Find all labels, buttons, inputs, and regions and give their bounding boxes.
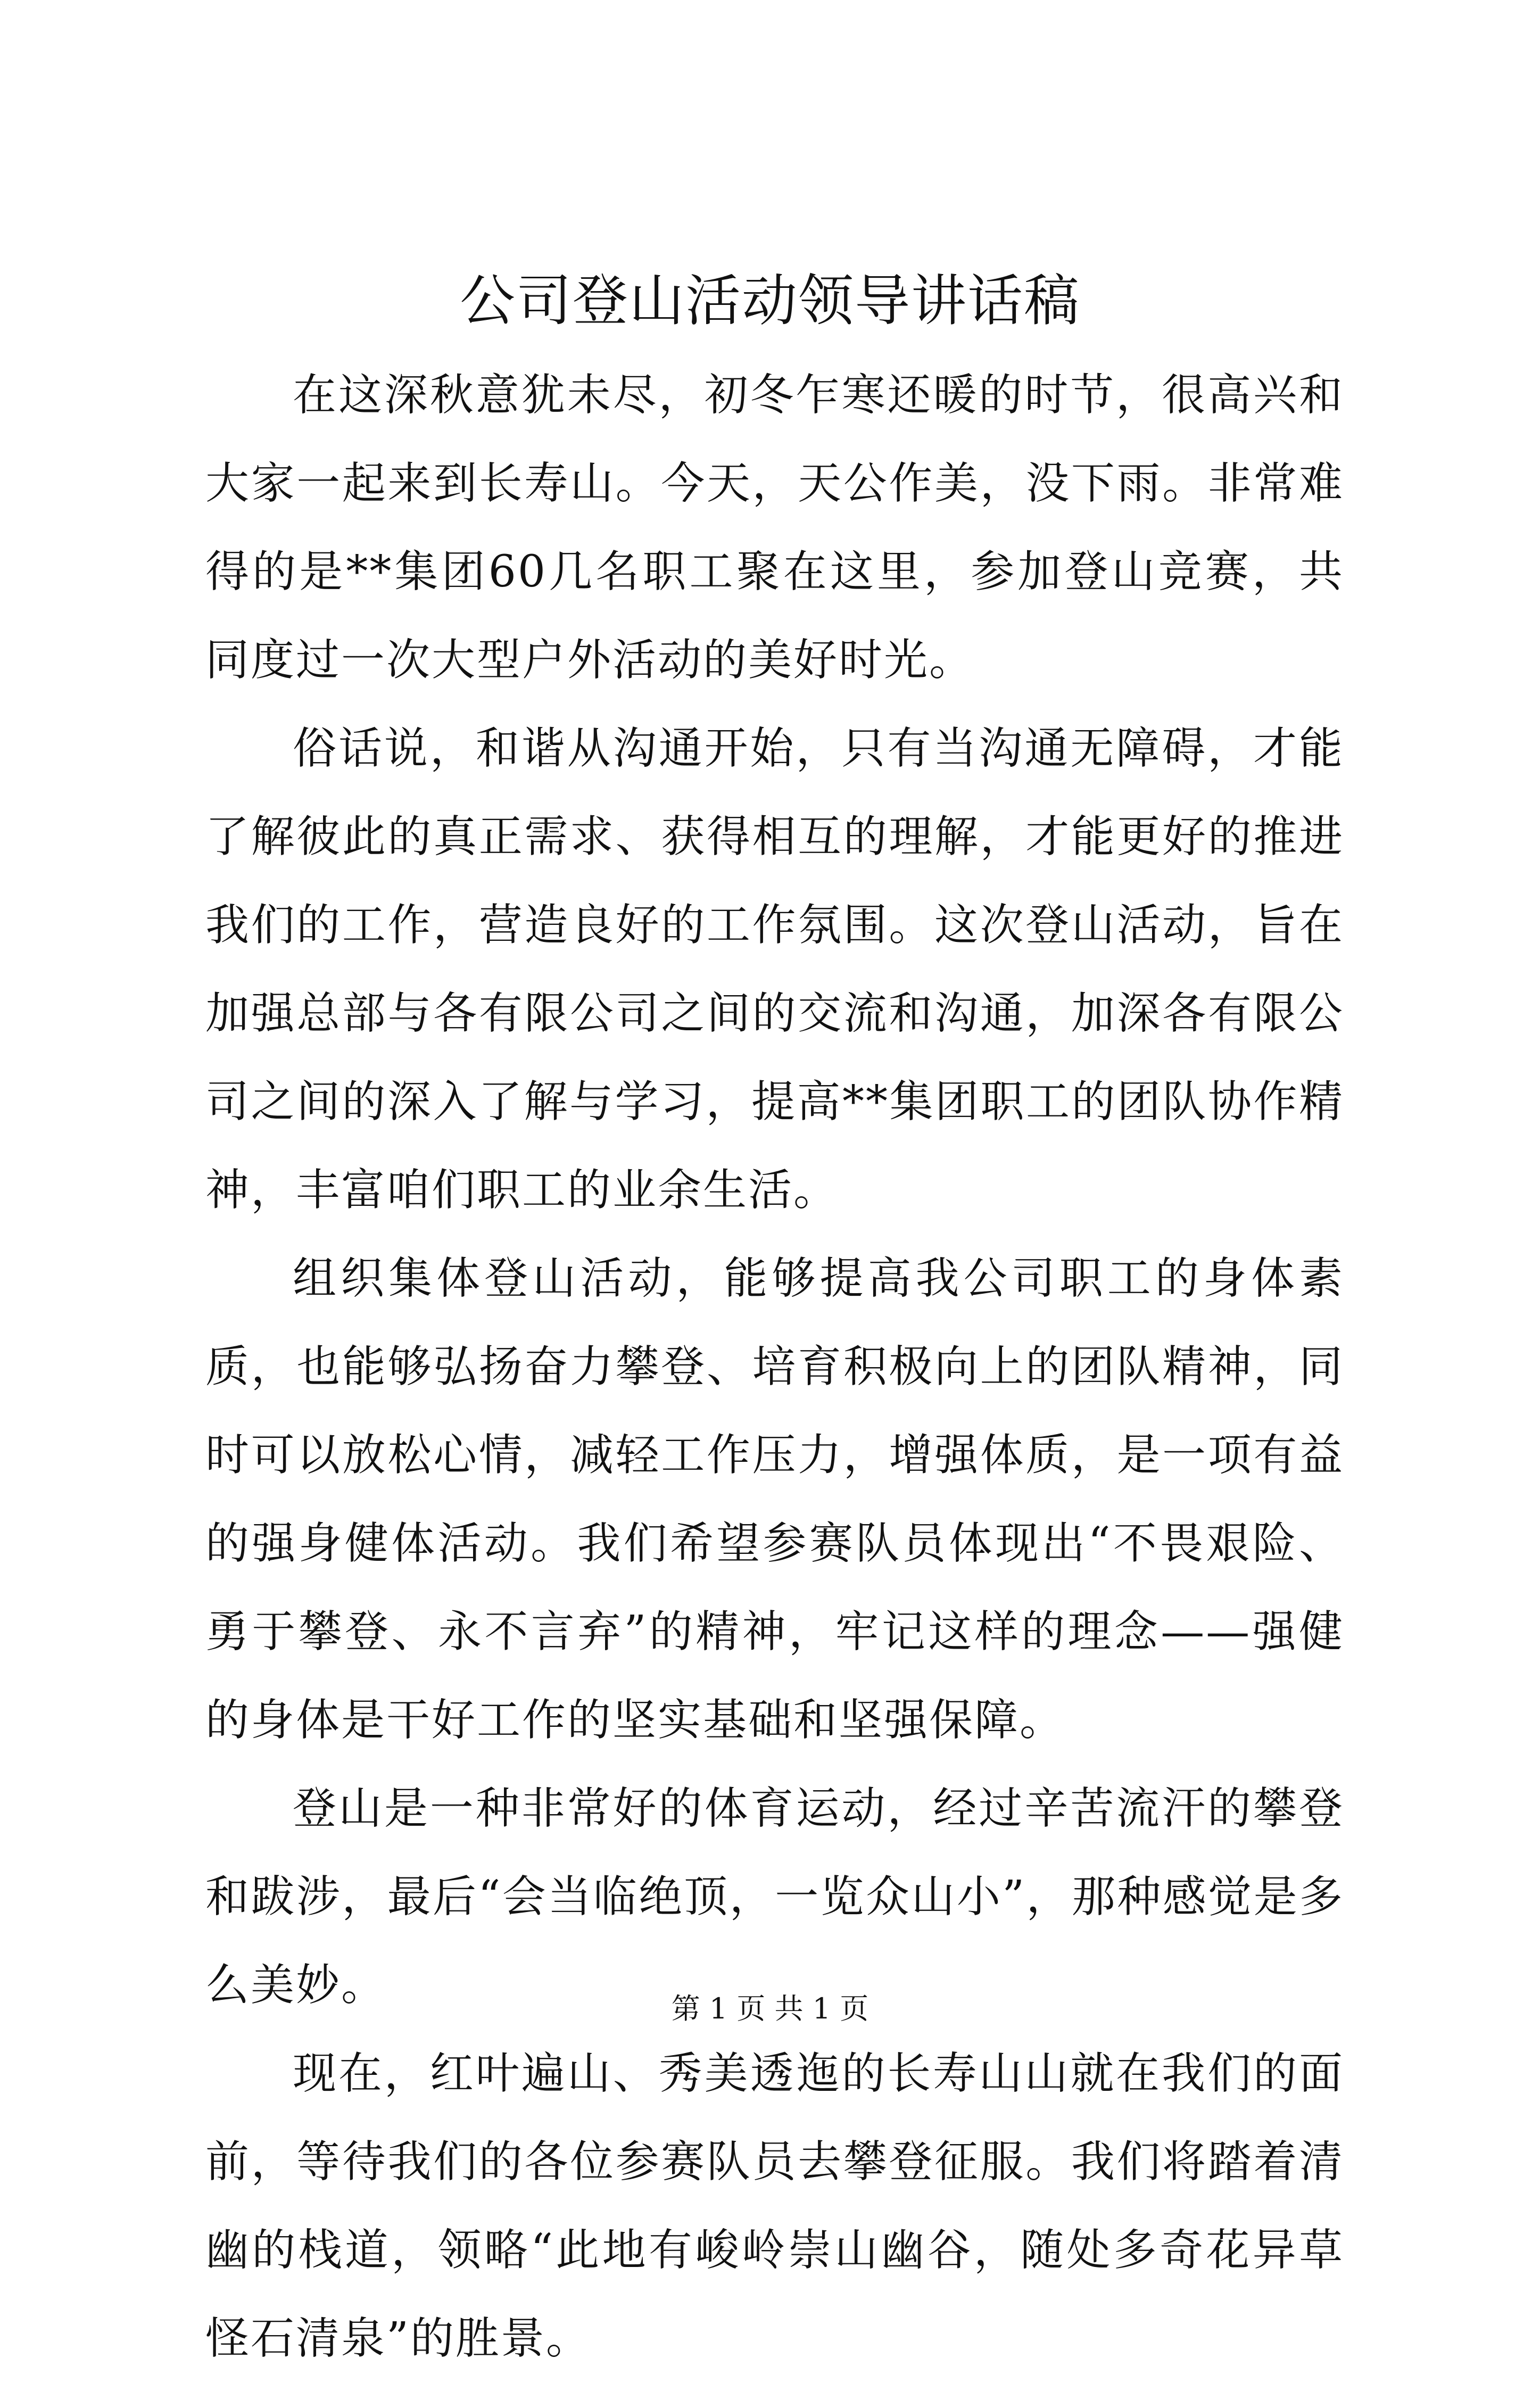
page-number-footer: 第 1 页 共 1 页: [671, 1992, 869, 2025]
document-title: 公司登山活动领导讲话稿: [459, 268, 1080, 333]
document-body: [205, 351, 1344, 2383]
paragraph-5: 现在，红叶遍山、秀美透迤的长寿山山就在我们的面前，等待我们的各位参赛队员去攀登征服。我们将踏着清幽的栈道，领略“此地有峻岭崇山幽谷，随处多奇花异草怪石清泉”的胜景。: [205, 2048, 1344, 2364]
paragraph-3: 组织集体登山活动，能够提高我公司职工的身体素质，也能够弘扬奋力攀登、培育积极向上的团队精神，同时可以放松心情，减轻工作压力，增强体质，是一项有益的强身健体活动。我们希望参赛队员体现出“不畏艰险、勇于攀登、永不言弃”的精神，牢记这样的理念——强健的身体是干好工作的坚实基础和坚强保障。: [205, 1253, 1344, 1745]
paragraph-2: 俗话说，和谐从沟通开始，只有当沟通无障碍，才能了解彼此的真正需求、获得相互的理解，才能更好的推进我们的工作，营造良好的工作氛围。这次登山活动，旨在加强总部与各有限公司之间的交流和沟通，加深各有限公司之间的深入了解与学习，提高**集团职工的团队协作精神，丰富咱们职工的业余生活。: [205, 723, 1344, 1215]
paragraph-1: 在这深秋意犹未尽，初冬乍寒还暖的时节，很高兴和大家一起来到长寿山。今天，天公作美，没下雨。非常难得的是**集团60几名职工聚在这里，参加登山竞赛，共同度过一次大型户外活动的美好时光。: [205, 370, 1344, 685]
paragraph-4: 登山是一种非常好的体育运动，经过辛苦流汗的攀登和跋涉，最后“会当临绝顶，一览众山小”，那种感觉是多么美妙。: [205, 1783, 1344, 2010]
